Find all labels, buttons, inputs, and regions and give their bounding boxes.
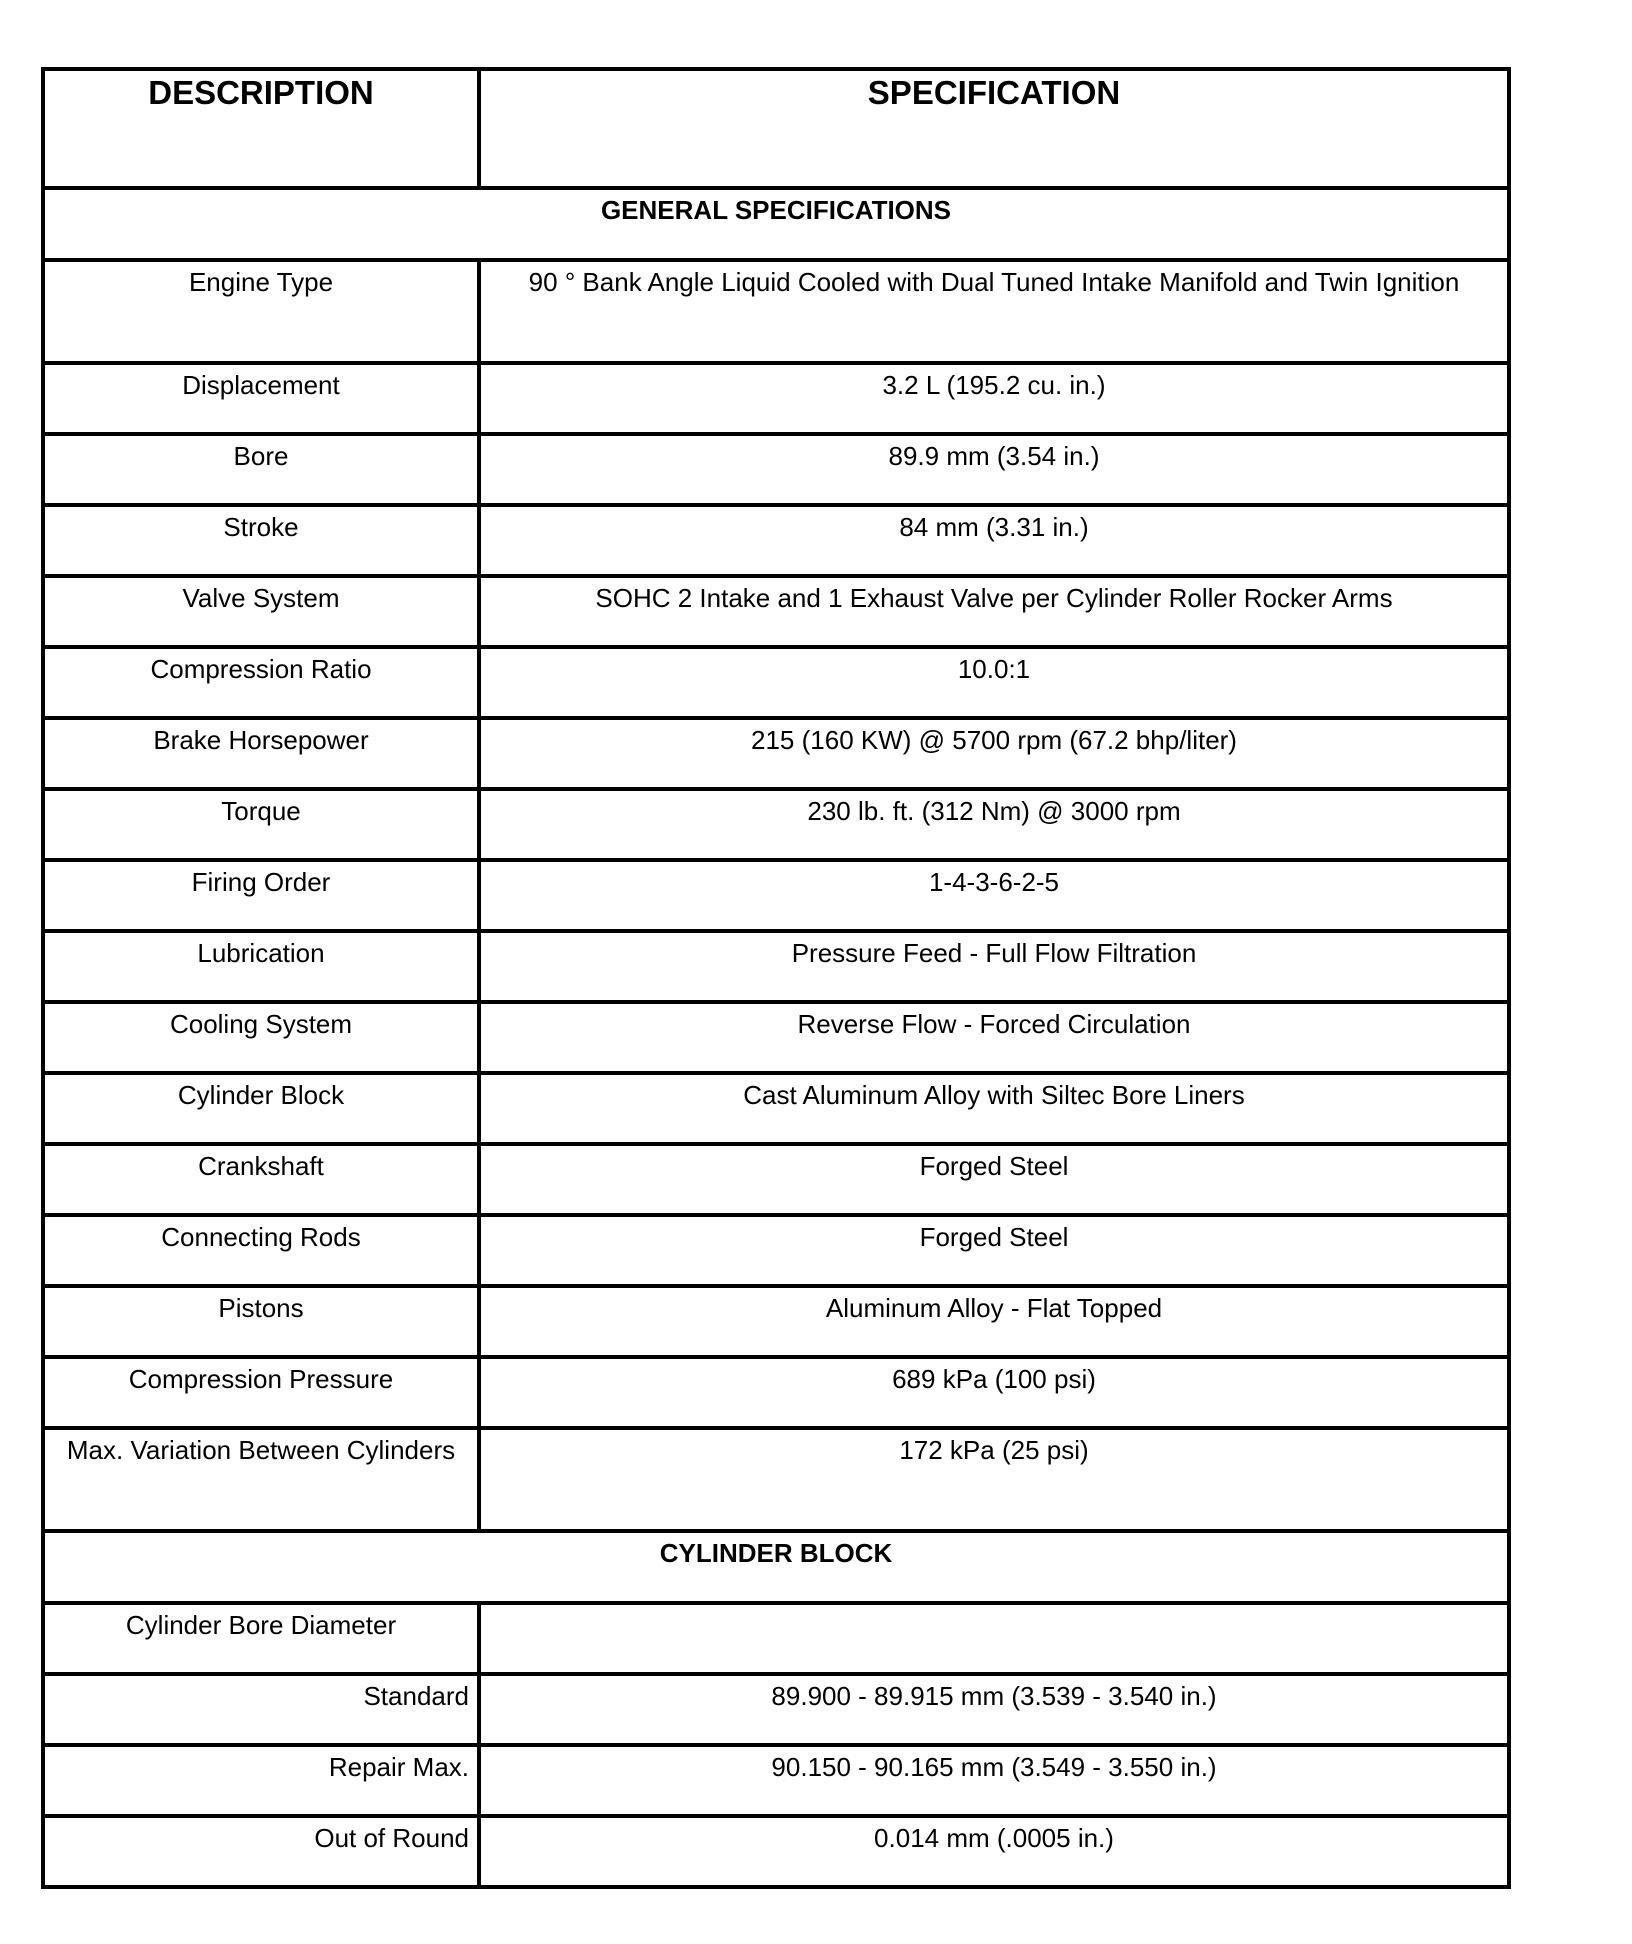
row-description: Cylinder Bore Diameter (43, 1603, 479, 1674)
row-specification: Forged Steel (479, 1144, 1509, 1215)
row-specification: 230 lb. ft. (312 Nm) @ 3000 rpm (479, 789, 1509, 860)
table-row (43, 576, 1509, 647)
row-description: Crankshaft (43, 1144, 479, 1215)
row-description: Bore (43, 434, 479, 505)
table-row (43, 1144, 1509, 1215)
specification-header: SPECIFICATION (479, 69, 1509, 188)
row-description: Standard (43, 1674, 479, 1745)
row-specification: 3.2 L (195.2 cu. in.) (479, 363, 1509, 434)
table-row (43, 505, 1509, 576)
row-description: Valve System (43, 576, 479, 647)
row-specification: 0.014 mm (.0005 in.) (479, 1816, 1509, 1887)
row-description: Compression Pressure (43, 1357, 479, 1428)
table-row (43, 1674, 1509, 1745)
table-row (43, 931, 1509, 1002)
table-row (43, 789, 1509, 860)
row-specification: 89.9 mm (3.54 in.) (479, 434, 1509, 505)
row-specification: Pressure Feed - Full Flow Filtration (479, 931, 1509, 1002)
row-specification: Reverse Flow - Forced Circulation (479, 1002, 1509, 1073)
section-title-general: GENERAL SPECIFICATIONS (43, 188, 1509, 260)
spec-table (41, 67, 1511, 1889)
row-description: Firing Order (43, 860, 479, 931)
row-specification: 172 kPa (25 psi) (479, 1428, 1509, 1531)
row-specification: 89.900 - 89.915 mm (3.539 - 3.540 in.) (479, 1674, 1509, 1745)
section-title-cylinder-block: CYLINDER BLOCK (43, 1531, 1509, 1603)
table-row (43, 718, 1509, 789)
table-row (43, 260, 1509, 363)
table-row (43, 860, 1509, 931)
table-row (43, 1357, 1509, 1428)
table-row (43, 363, 1509, 434)
header-row (43, 69, 1509, 188)
table-row (43, 1745, 1509, 1816)
row-specification: 1-4-3-6-2-5 (479, 860, 1509, 931)
section-row-cylinder-block (43, 1531, 1509, 1603)
row-description: Lubrication (43, 931, 479, 1002)
row-description: Cylinder Block (43, 1073, 479, 1144)
row-specification: 689 kPa (100 psi) (479, 1357, 1509, 1428)
row-description: Compression Ratio (43, 647, 479, 718)
row-description: Engine Type (43, 260, 479, 363)
table-row (43, 1428, 1509, 1531)
row-description: Repair Max. (43, 1745, 479, 1816)
row-description: Displacement (43, 363, 479, 434)
row-description: Connecting Rods (43, 1215, 479, 1286)
row-specification (479, 1603, 1509, 1674)
row-specification (479, 260, 1509, 363)
row-description: Pistons (43, 1286, 479, 1357)
row-description: Brake Horsepower (43, 718, 479, 789)
row-specification: Aluminum Alloy - Flat Topped (479, 1286, 1509, 1357)
row-description: Out of Round (43, 1816, 479, 1887)
row-description: Torque (43, 789, 479, 860)
row-spec-text: 90 ° Bank Angle Liquid Cooled with Dual Tuned Intake Manifold and Twin Ignition (528, 267, 1460, 297)
row-specification: 84 mm (3.31 in.) (479, 505, 1509, 576)
description-header: DESCRIPTION (43, 69, 479, 188)
row-description: Stroke (43, 505, 479, 576)
section-row-general (43, 188, 1509, 260)
table-row (43, 434, 1509, 505)
row-specification: 215 (160 KW) @ 5700 rpm (67.2 bhp/liter) (479, 718, 1509, 789)
table-row (43, 1215, 1509, 1286)
row-specification: 10.0:1 (479, 647, 1509, 718)
row-specification: Forged Steel (479, 1215, 1509, 1286)
row-specification: Cast Aluminum Alloy with Siltec Bore Liners (479, 1073, 1509, 1144)
table-row (43, 1073, 1509, 1144)
table-row (43, 647, 1509, 718)
row-desc-text: Max. Variation Between Cylinders (66, 1435, 456, 1465)
row-description: Cooling System (43, 1002, 479, 1073)
table-row (43, 1286, 1509, 1357)
table-row (43, 1002, 1509, 1073)
table-row (43, 1603, 1509, 1674)
row-specification: 90.150 - 90.165 mm (3.549 - 3.550 in.) (479, 1745, 1509, 1816)
table-row (43, 1816, 1509, 1887)
row-description (43, 1428, 479, 1531)
row-specification: SOHC 2 Intake and 1 Exhaust Valve per Cylinder Roller Rocker Arms (479, 576, 1509, 647)
